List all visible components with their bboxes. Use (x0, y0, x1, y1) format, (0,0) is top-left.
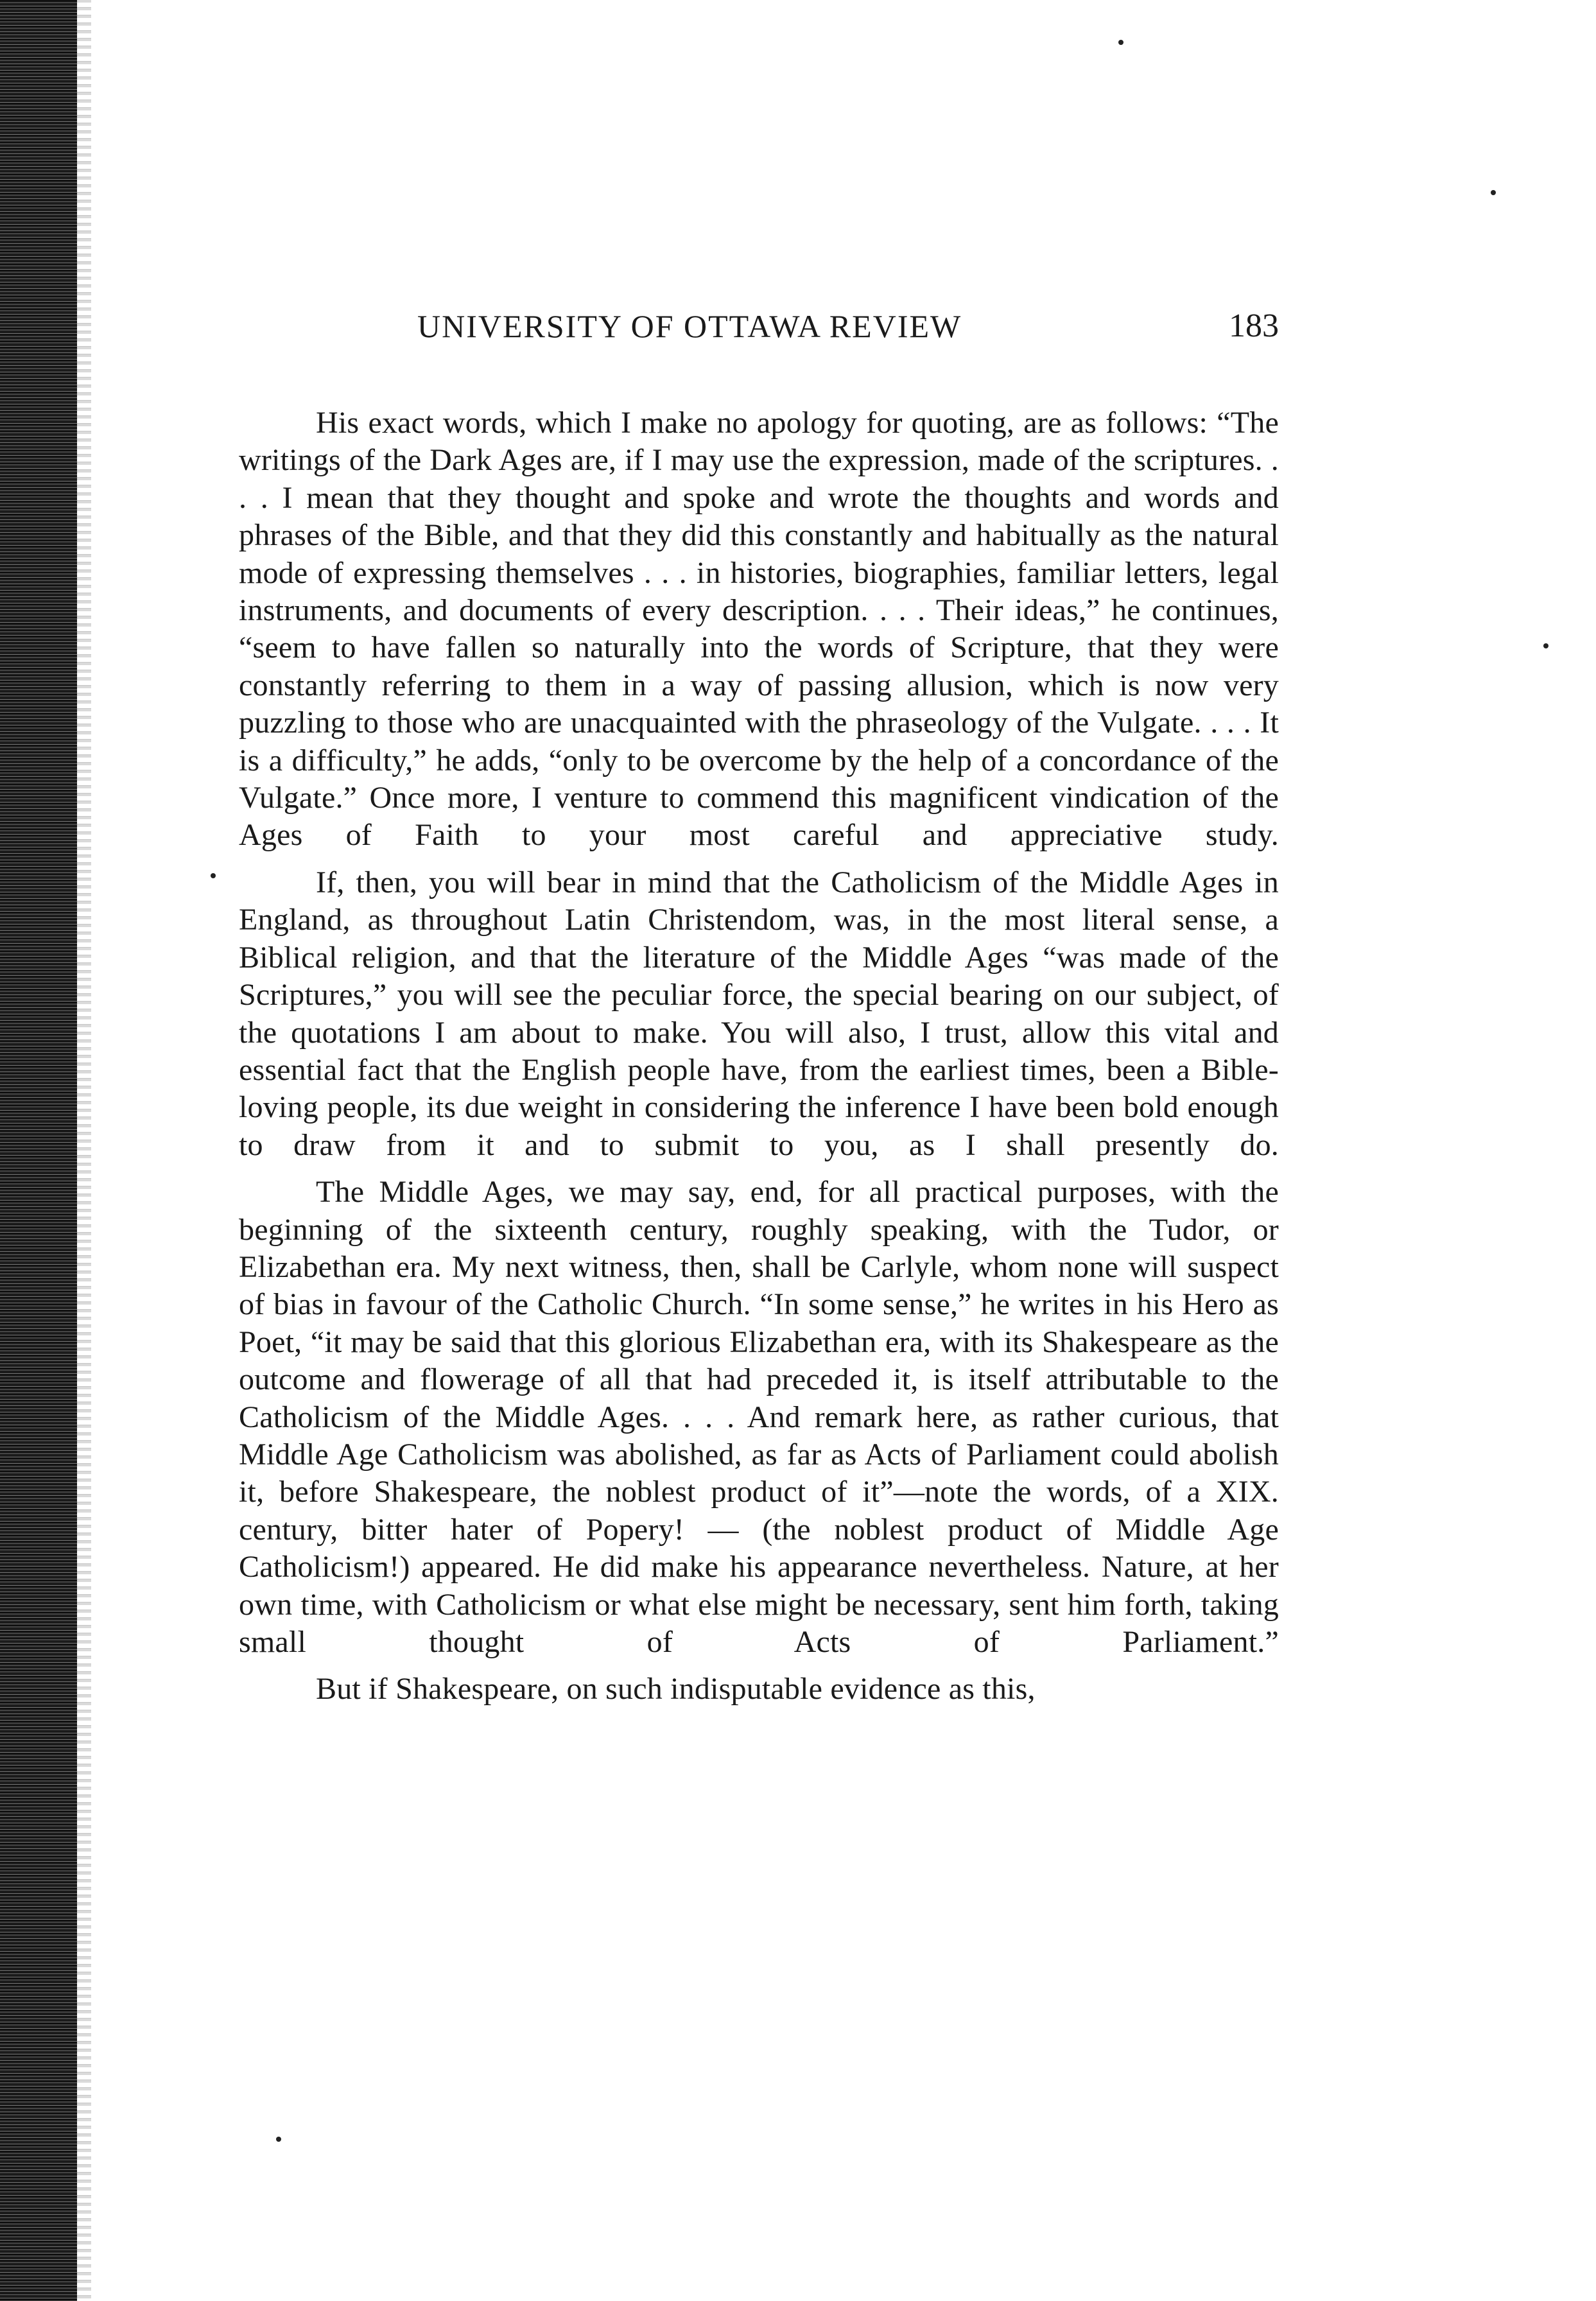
paragraph: But if Shakespeare, on such indisputable evidence as this, (316, 1672, 1036, 1706)
page-header (239, 300, 1279, 352)
speck (276, 2137, 281, 2142)
speck (1543, 643, 1548, 648)
body-text (239, 404, 1279, 1718)
speck (1118, 40, 1123, 45)
paragraph: If, then, you will bear in mind that the Catholicism of the Middle Ages in England, as throughout Latin Christendom, was, in the most literal sense, a Biblical religion, and that the literature of the Middle Ages “was made of the Scriptures,” you will see the peculiar force, the special bearing on our subject, of the quotations I am about to make. You will also, I trust, allow this vital and essential fact that the English people have, from the earliest times, been a Bible-loving people, its due weight in considering the inference I have been bold enough to draw from it and to submit to you, as I shall presently do. (239, 865, 1279, 1162)
speck (1491, 190, 1496, 195)
speck (211, 873, 216, 878)
book-spine-shadow (0, 0, 77, 2301)
paragraph: The Middle Ages, we may say, end, for all practical purposes, with the beginning of the sixteenth century, roughly speaking, with the Tudor, or Elizabethan era. My next witness, then, shall be Carlyle, whom none will suspect of bias in favour of the Catholic Church. “In some sense,” he writes in his Hero as Poet, “it may be said that this glorious Elizabethan era, with its Shakespeare as the outcome and flowerage of all that had preceded it, is itself attributable to the Catholicism of the Middle Ages. . . . And remark here, as rather curious, that Middle Age Catholicism was abolished, as far as Acts of Parliament could abolish it, before Shakespeare, the noblest product of it”—note the words, of a XIX. century, bitter hater of Popery! — (the noblest product of Middle Age Catholicism!) appeared. He did make his appearance nevertheless. Nature, at her own time, with Catholicism or what else might be necessary, sent him forth, taking small thought of Acts of Parliament.” (239, 1175, 1279, 1659)
running-head: UNIVERSITY OF OTTAWA REVIEW (417, 308, 962, 344)
page-gutter-edge (77, 0, 91, 2301)
page-number: 183 (1229, 308, 1279, 344)
paragraph: His exact words, which I make no apology for quoting, are as follows: “The writings of the Dark Ages are, if I may use the expression, made of the scriptures. . . . I mean that they thought and spoke and wrote the thoughts and words and phrases of the Bible, and that they did this constantly and habitually as the natural mode of expressing themselves . . . in histories, biographies, familiar letters, legal instruments, and documents of every description. . . . Their ideas,” he continues, “seem to have fallen so naturally into the words of Scripture, that they were constantly referring to them in a way of passing allusion, which is now very puzzling to those who are unacquainted with the phraseology of the Vulgate. . . . It is a difficulty,” he adds, “only to be overcome by the help of a concordance of the Vulgate.” Once more, I venture to commend this magnificent vindication of the Ages of Faith to your most careful and appreciative study. (239, 406, 1279, 853)
